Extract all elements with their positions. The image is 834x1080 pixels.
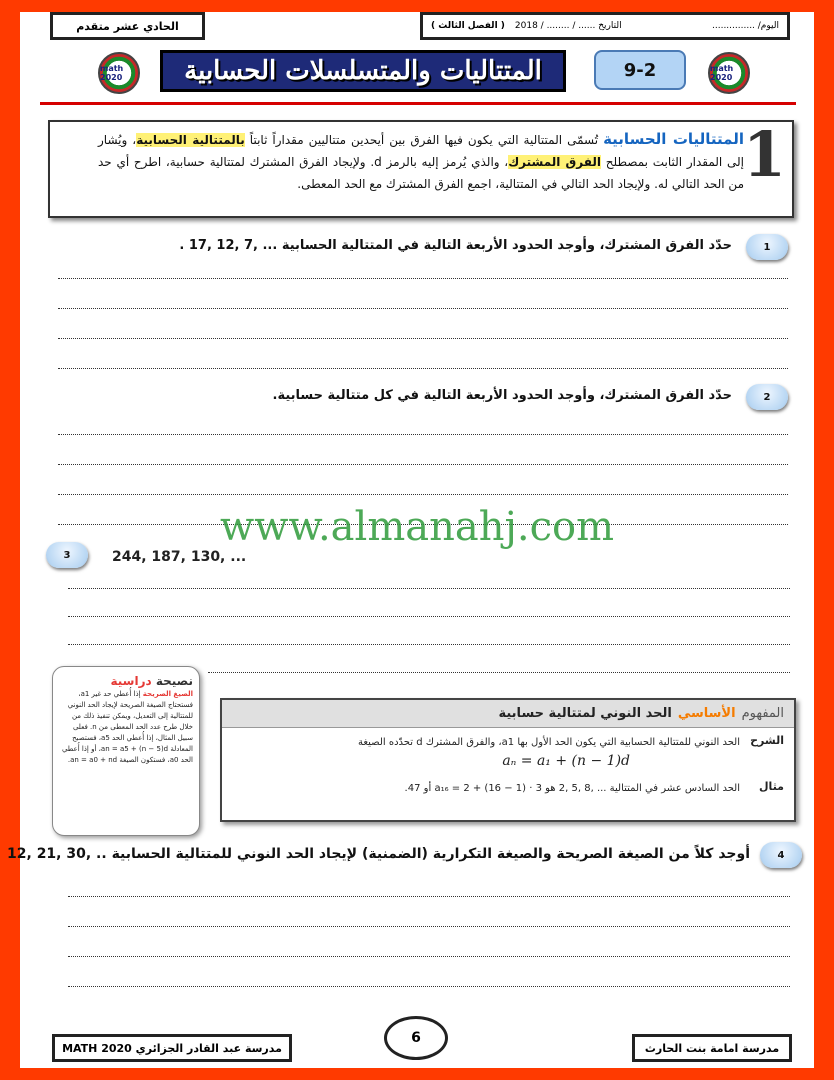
concept-explanation-row bbox=[222, 728, 794, 770]
highlight-common-difference: الفرق المشترك bbox=[508, 155, 601, 169]
key-concept-title: الحد النوني لمتتالية حسابية bbox=[498, 706, 672, 721]
answer-line[interactable] bbox=[58, 338, 788, 339]
answer-line[interactable] bbox=[58, 434, 788, 435]
key-concept-box bbox=[220, 698, 796, 822]
answer-line[interactable] bbox=[58, 368, 788, 369]
key-concept-label-a: المفهوم bbox=[741, 706, 784, 721]
key-concept-label-b: الأساسي bbox=[677, 706, 736, 721]
study-tip-title-a: نصيحة bbox=[155, 674, 193, 688]
definition-part2: ، ويُشار إلى المقدار الثابت بمصطلح bbox=[98, 133, 744, 169]
answer-line[interactable] bbox=[68, 986, 790, 987]
page-number: 6 bbox=[384, 1016, 448, 1060]
answer-line[interactable] bbox=[58, 278, 788, 279]
highlight-arithmetic-sequence: بالمتتالية الحسابية bbox=[136, 133, 245, 147]
watermark: www.almanahj.com bbox=[220, 504, 615, 550]
study-tip-subtitle: الصيغ الصريحة bbox=[142, 690, 193, 698]
date-bar bbox=[420, 12, 790, 40]
lesson-number: 9-2 bbox=[594, 50, 686, 90]
study-tip-title-b: دراسية bbox=[110, 674, 152, 688]
page-title: المتتاليات والمتسلسلات الحسابية bbox=[160, 50, 566, 92]
definition-part3: ، والذي يُرمز إليه بالرمز d. ولإيجاد الفرق المشترك لمتتالية حسابية، اطرح أي حد من الحد التالي له. ولإيجاد الحد التالي في المتتالية، اجمع الفرق المشترك مع الحد المعطى. bbox=[98, 155, 744, 191]
study-tip-body: إذا أُعطي حد غير a1، فستحتاج الصيغة الصريحة لإيجاد الحد النوني للمتتالية إلى التعديل، ويمكن تنفيذ ذلك من خلال طرح عدد الحد المعطى من n. فعلى سبيل المثال، إذا أُعطي الحد a5، فستصبح المعادلة an = a5 + (n − 5)d، أو إذا أُعطي الحد a0، فستكون الصيغة an = a0 + nd. bbox=[61, 690, 193, 764]
example-label: مثال bbox=[759, 780, 784, 793]
footer-school-left: مدرسة عبد القادر الجزائري MATH 2020 bbox=[52, 1034, 292, 1062]
grade-label: الحادي عشر متقدم bbox=[50, 12, 205, 40]
answer-line[interactable] bbox=[58, 494, 788, 495]
nth-term-formula: aₙ = a₁ + (n − 1)d bbox=[502, 753, 630, 769]
answer-line[interactable] bbox=[58, 464, 788, 465]
question-2-badge: 2 bbox=[746, 384, 788, 410]
example-text: الحد السادس عشر في المتتالية ... ,8 ,5 ,2 هو a₁₆ = 2 + (16 − 1) · 3 أو 47. bbox=[404, 783, 740, 794]
concept-example-row bbox=[222, 770, 794, 798]
term-label: ( الفصل الثالث ) bbox=[431, 21, 505, 31]
answer-line[interactable] bbox=[68, 588, 790, 589]
definition-part1: تُسمّى المتتالية التي يكون فيها الفرق بين أيحدين متتاليين مقداراً ثابتاً bbox=[244, 133, 604, 147]
answer-line[interactable] bbox=[68, 644, 790, 645]
question-2-text: حدّد الفرق المشترك، وأوجد الحدود الأربعة التالية في كل متتالية حسابية. bbox=[272, 388, 732, 403]
footer-school-right: مدرسة امامة بنت الحارث bbox=[632, 1034, 792, 1062]
question-4-badge: 4 bbox=[760, 842, 802, 868]
study-tip bbox=[52, 666, 200, 836]
question-3-sequence: 244, 187, 130, ... bbox=[112, 549, 247, 565]
definition-term: المتتاليات الحسابية bbox=[603, 130, 744, 148]
date-field: التاريخ ...... / ........ / 2018 bbox=[514, 21, 622, 31]
explanation-label: الشرح bbox=[750, 734, 784, 747]
question-4-text: أوجد كلاً من الصيغة الصريحة والصيغة التكرارية (الضمنية) لإيجاد الحد النوني للمتتالية الحسابية .. ,30 ,21 ,12 bbox=[7, 846, 750, 862]
day-field: اليوم/ ............... bbox=[712, 21, 779, 31]
question-1-badge: 1 bbox=[746, 234, 788, 260]
answer-line[interactable] bbox=[58, 308, 788, 309]
question-3-badge: 3 bbox=[46, 542, 88, 568]
header-divider bbox=[40, 102, 796, 105]
answer-line[interactable] bbox=[208, 672, 790, 673]
study-tip-title bbox=[59, 673, 193, 689]
question-1-text: حدّد الفرق المشترك، وأوجد الحدود الأربعة التالية في المتتالية الحسابية ... ,7 ,12 ,17 . bbox=[179, 238, 732, 253]
answer-line[interactable] bbox=[68, 616, 790, 617]
answer-line[interactable] bbox=[68, 956, 790, 957]
math-logo-right: math 2020 bbox=[708, 52, 750, 94]
definition-text bbox=[98, 128, 744, 195]
math-logo-left: math 2020 bbox=[98, 52, 140, 94]
answer-line[interactable] bbox=[68, 896, 790, 897]
worksheet-page bbox=[7, 12, 814, 1068]
definition-box bbox=[48, 120, 794, 218]
explanation-text: الحد النوني للمتتالية الحسابية التي يكون الحد الأول بها a1، والفرق المشترك d تحدّده الصيغة bbox=[357, 737, 740, 748]
definition-number: 1 bbox=[742, 118, 786, 191]
key-concept-header bbox=[222, 700, 794, 728]
answer-line[interactable] bbox=[68, 926, 790, 927]
